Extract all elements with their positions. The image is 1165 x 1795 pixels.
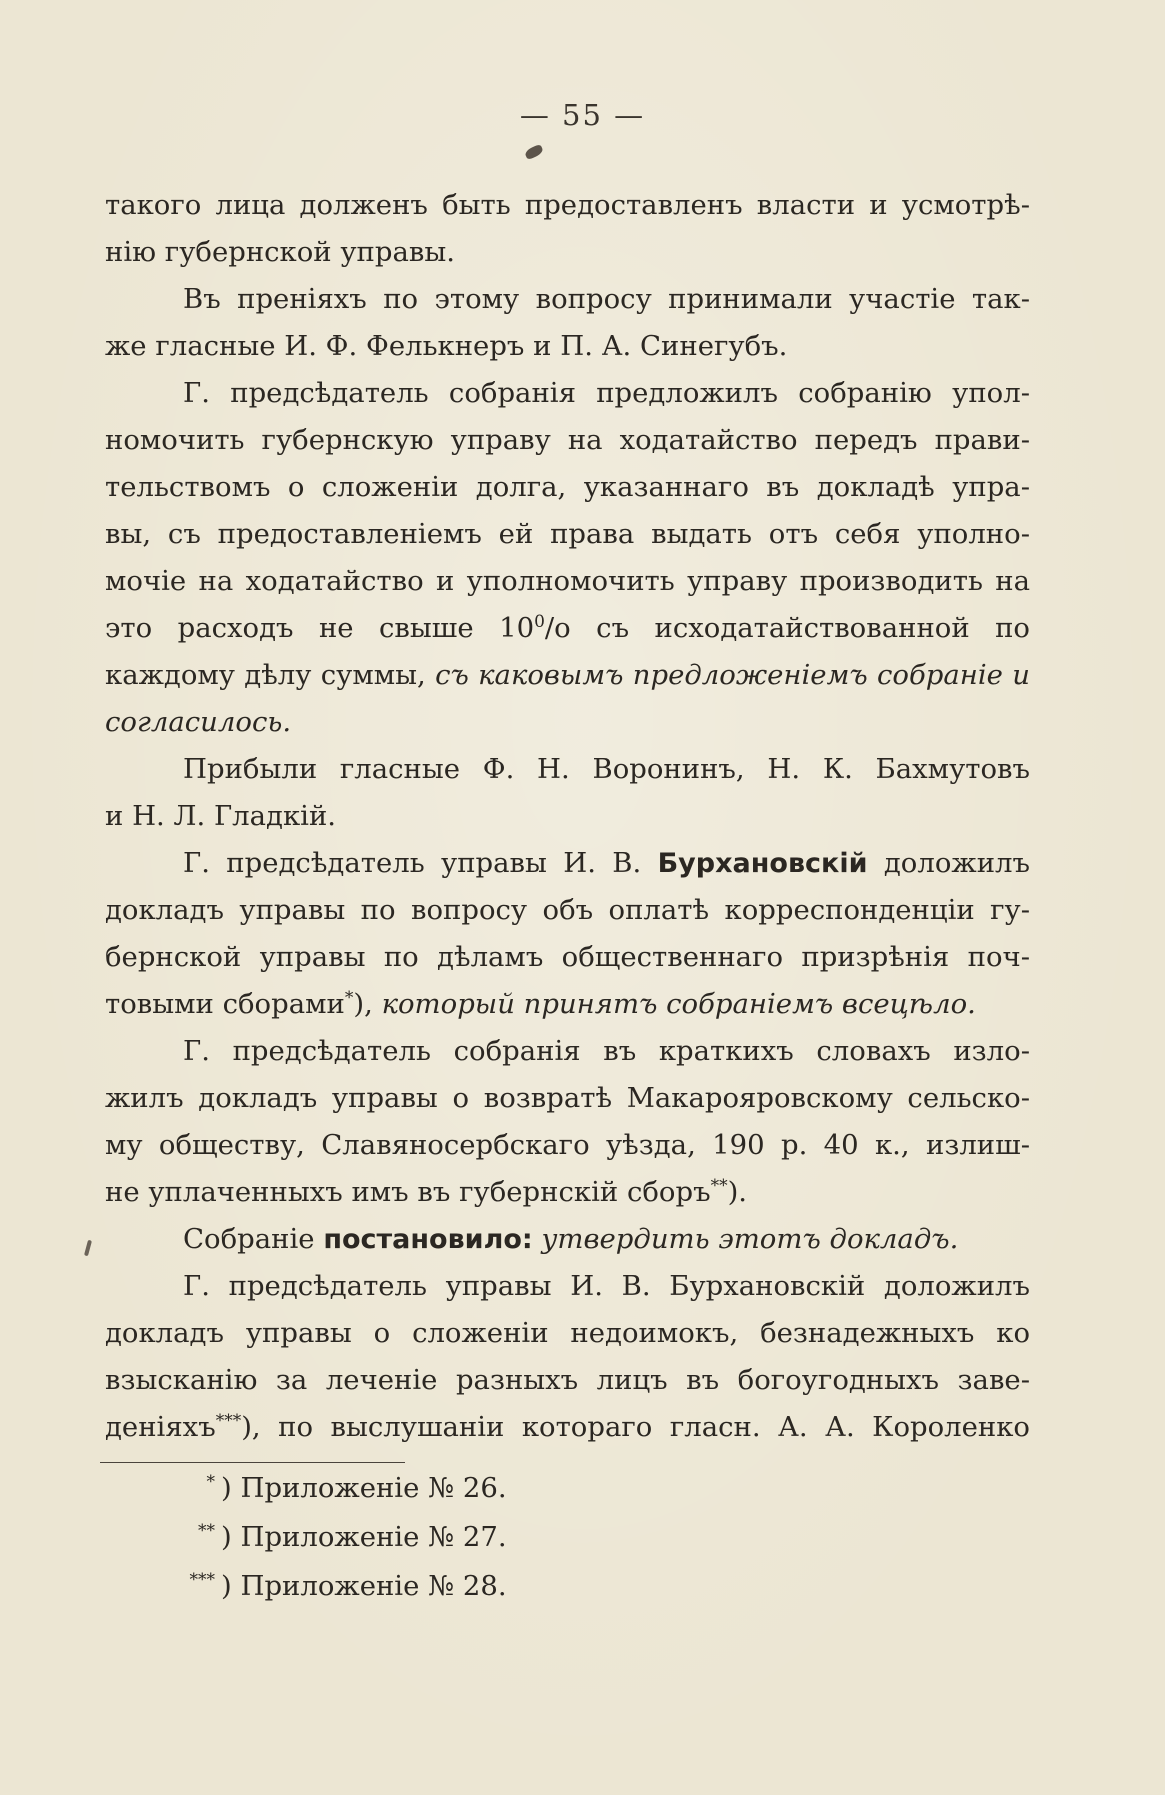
text-line: бернской управы по дѣламъ общественнаго призрѣнія поч- <box>105 941 1030 973</box>
text-line: и Н. Л. Гладкій. <box>105 800 337 832</box>
bold-resolution-word: постановило: <box>323 1224 533 1255</box>
text-line: нію губернской управы. <box>105 236 455 268</box>
text-line: докладъ управы по вопросу объ оплатѣ корреспонденціи гу- <box>105 894 1030 926</box>
text-line: докладъ управы о сложеніи недоимокъ, безнадежныхъ ко <box>105 1317 1030 1349</box>
text-line: взысканію за леченіе разныхъ лицъ въ богоугодныхъ заве- <box>105 1364 1030 1396</box>
text-line: номочить губернскую управу на ходатайство передъ прави- <box>105 424 1030 456</box>
footnotes <box>105 1464 705 1611</box>
bold-surname: Бурхановскій <box>657 848 868 879</box>
ink-speck <box>84 1240 92 1256</box>
footnote <box>105 1513 705 1562</box>
footnote-text: ) Приложеніе № 27. <box>221 1521 507 1553</box>
footnote-ref: *** <box>215 1410 242 1431</box>
ink-blot-ornament <box>524 144 545 161</box>
italic-resolution: утвердить этотъ докладъ. <box>541 1223 959 1255</box>
text-line: деніяхъ***), по выслушаніи котораго гласн. А. А. Короленко <box>105 1410 1030 1443</box>
text-line: не уплаченныхъ имъ въ губернскій сборъ**). <box>105 1175 748 1208</box>
text-line: Г. предсѣдатель управы И. В. Бурхановскій доложилъ <box>183 1270 1030 1302</box>
text-line: Въ преніяхъ по этому вопросу принимали участіе так- <box>183 283 1030 315</box>
text-line: Г. предсѣдатель собранія предложилъ собранію упол- <box>183 377 1030 409</box>
footnote <box>105 1464 705 1513</box>
text-line: Г. предсѣдатель собранія въ краткихъ словахъ изло- <box>183 1035 1030 1067</box>
footnote <box>105 1562 705 1611</box>
page-number: — 55 — <box>519 98 646 132</box>
italic-resolution: съ каковымъ предложеніемъ собраніе и <box>435 659 1030 691</box>
footnote-text: ) Приложеніе № 28. <box>221 1570 507 1602</box>
text-line: му обществу, Славяносербскаго уѣзда, 190 р. 40 к., излиш- <box>105 1129 1030 1161</box>
text-line: Г. предсѣдатель управы И. В. Бурхановскій доложилъ <box>183 847 1030 879</box>
footnote-mark: *** <box>189 1570 215 1590</box>
italic-resolution: который принятъ собраніемъ всецѣло. <box>381 988 976 1020</box>
text-line: это расходъ не свыше $10^0/о$ съ исходатайствованной по <box>105 611 1030 644</box>
text-line: вы, съ предоставленіемъ ей права выдать отъ себя уполно- <box>105 518 1030 550</box>
footnote-ref: ** <box>710 1175 728 1196</box>
footnote-text: ) Приложеніе № 26. <box>221 1472 507 1504</box>
percent-superscript: 0 <box>534 611 545 632</box>
text-line: Собраніе постановило: утвердить этотъ докладъ. <box>183 1223 959 1255</box>
text-line: каждому дѣлу суммы, съ каковымъ предложеніемъ собраніе и <box>105 659 1030 691</box>
text-line: же гласные И. Ф. Фелькнеръ и П. А. Синегубъ. <box>105 330 788 362</box>
body-text <box>105 182 1030 1451</box>
text-line: товыми сборами*), который принятъ собраніемъ всецѣло. <box>105 987 976 1020</box>
text-line: жилъ докладъ управы о возвратѣ Макарояровскому сельско- <box>105 1082 1030 1114</box>
text-line: согласилось. <box>105 706 292 738</box>
footnote-divider <box>100 1462 405 1463</box>
text-line: тельствомъ о сложеніи долга, указаннаго въ докладѣ упра- <box>105 471 1030 503</box>
footnote-mark: ** <box>198 1521 215 1541</box>
text-line: такого лица долженъ быть предоставленъ власти и усмотрѣ- <box>105 189 1030 221</box>
footnote-mark: * <box>206 1472 215 1492</box>
text-line: Прибыли гласные Ф. Н. Воронинъ, Н. К. Бахмутовъ <box>183 753 1030 785</box>
footnote-ref: * <box>344 987 354 1008</box>
text-line: мочіе на ходатайство и уполномочить управу производить на <box>105 565 1030 597</box>
